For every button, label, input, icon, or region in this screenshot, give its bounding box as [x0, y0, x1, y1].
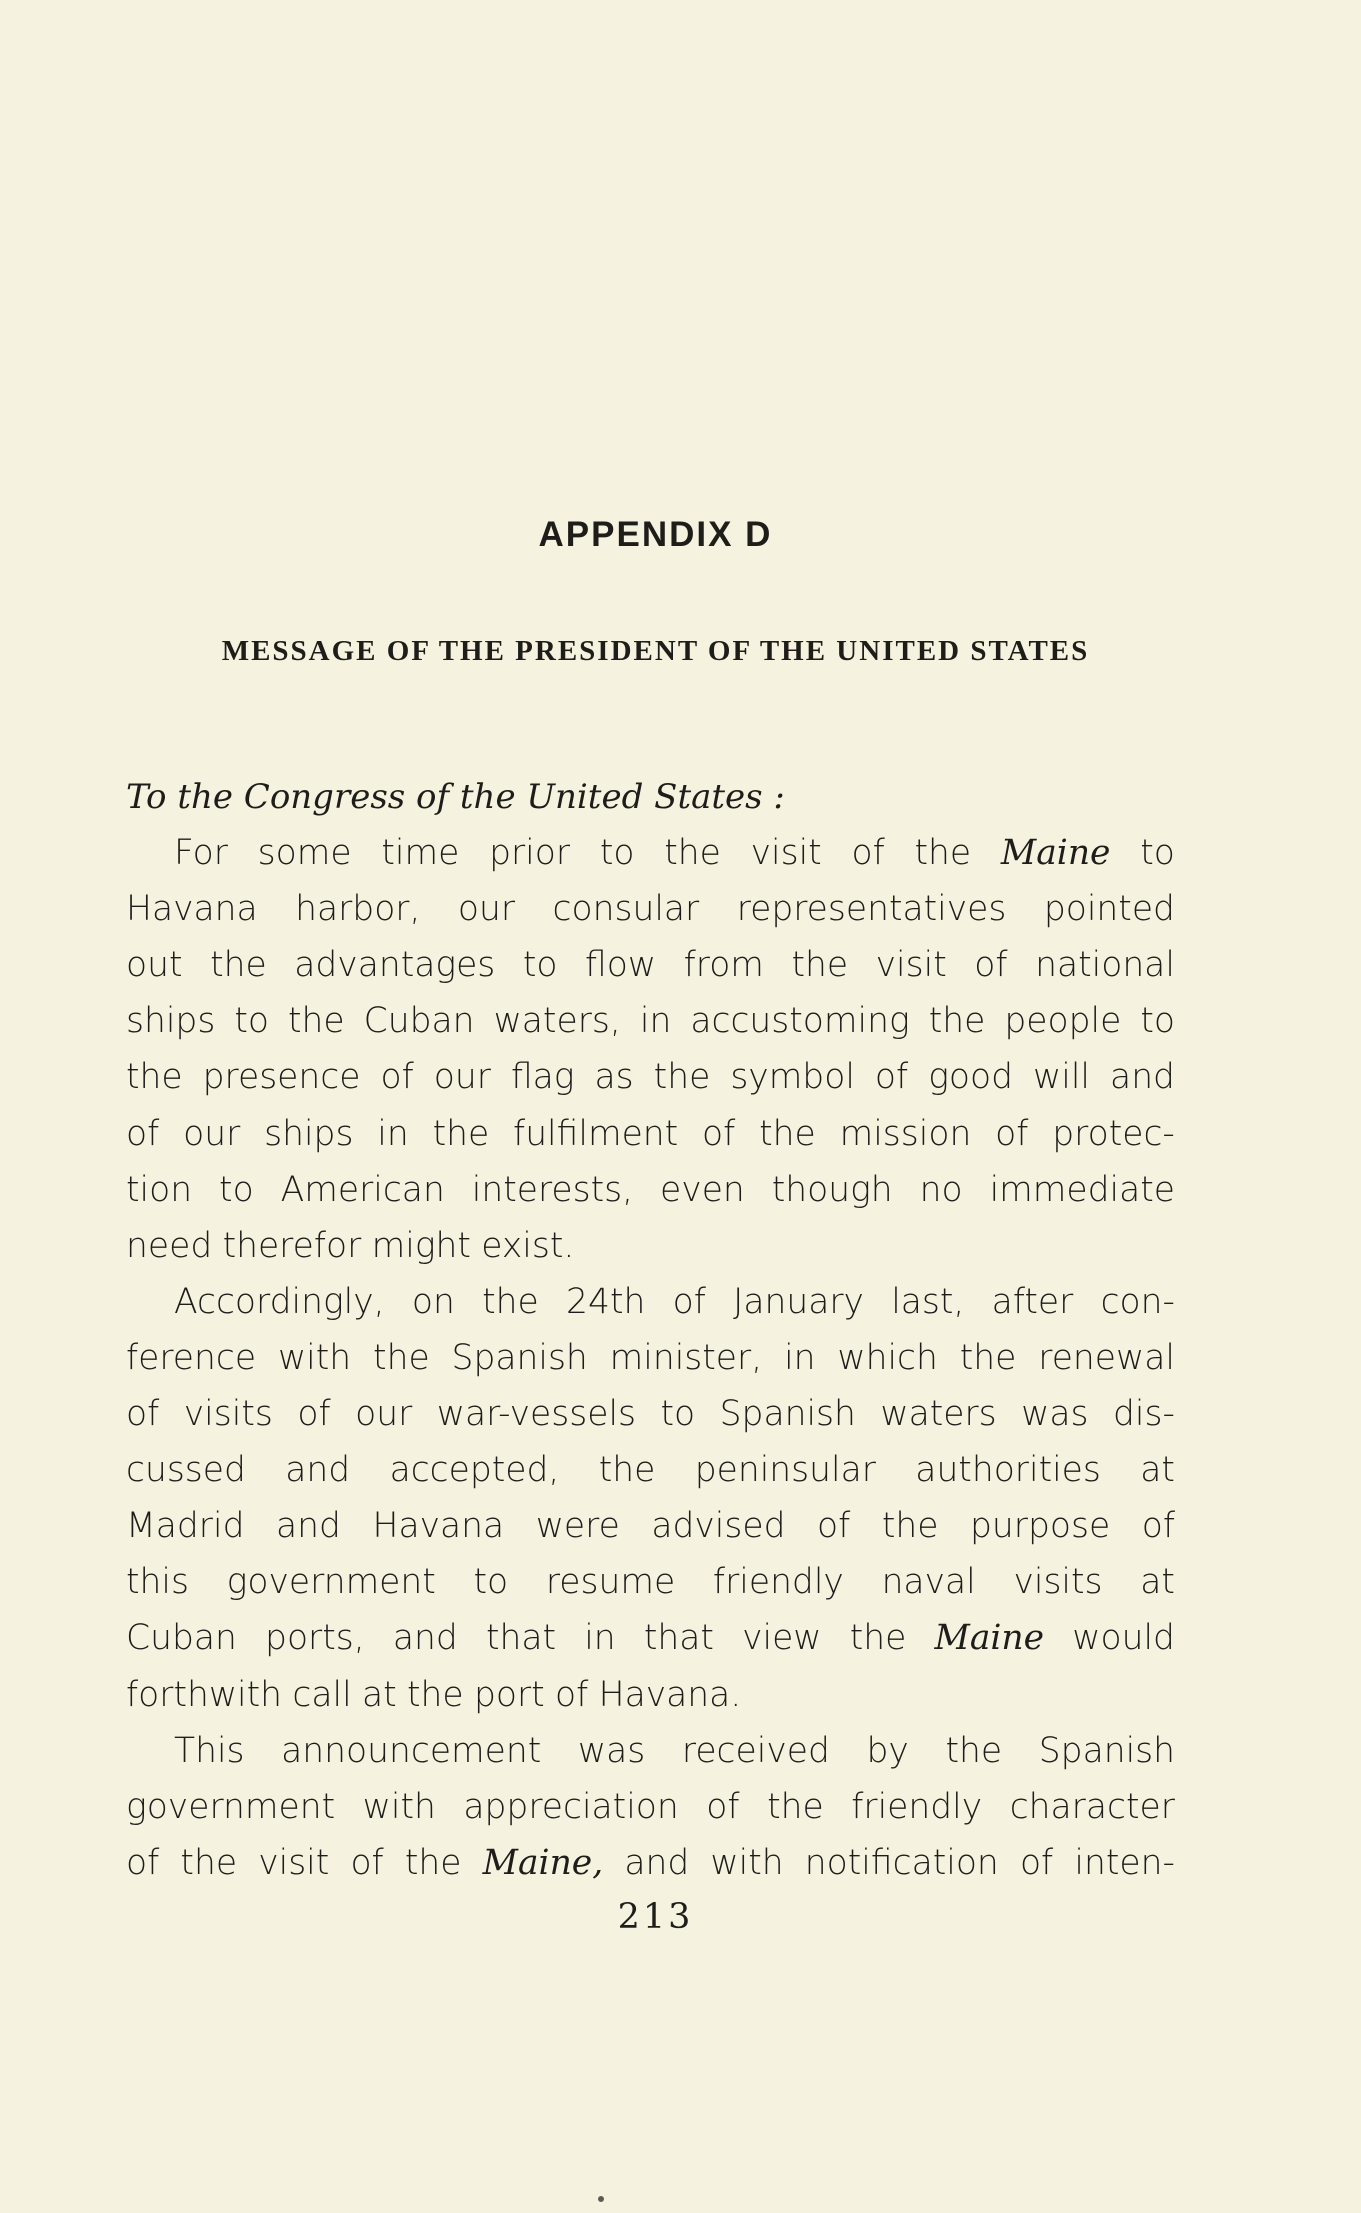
word: the	[404, 1842, 462, 1883]
word: of	[702, 1113, 736, 1154]
word: Cuban	[126, 1618, 237, 1659]
word: no	[919, 1169, 963, 1210]
word: Accordingly,	[174, 1281, 385, 1322]
word: visits	[1013, 1562, 1103, 1603]
word: flow	[585, 945, 657, 986]
word: at	[1140, 1562, 1175, 1603]
word: and	[1110, 1057, 1175, 1098]
word: the	[653, 1057, 711, 1098]
text-line	[126, 1667, 1175, 1723]
body-text	[126, 769, 1175, 1891]
word: the	[664, 833, 721, 874]
word: of	[851, 833, 885, 874]
word: cussed	[126, 1450, 246, 1491]
word: to	[473, 1562, 509, 1603]
word: dis-	[1113, 1394, 1175, 1435]
word: of	[555, 1674, 589, 1715]
word: of	[706, 1786, 740, 1827]
word: port	[473, 1674, 545, 1715]
word: This	[174, 1730, 245, 1771]
page-number: 213	[617, 1897, 694, 1937]
word: harbor,	[295, 889, 421, 930]
text-line	[126, 937, 1175, 993]
word: of	[126, 1842, 160, 1883]
word: our	[433, 1057, 491, 1098]
word: ference	[126, 1337, 257, 1378]
word: the	[373, 1337, 430, 1378]
word: of	[995, 1113, 1029, 1154]
word: with	[362, 1786, 436, 1827]
word: forthwith	[126, 1674, 283, 1715]
word: announcement	[281, 1730, 542, 1771]
text-line	[126, 1386, 1175, 1442]
word: waters,	[493, 1001, 621, 1042]
word: will	[1033, 1057, 1091, 1098]
text-line	[126, 1779, 1175, 1835]
word: Cuban	[363, 1001, 475, 1042]
word: peninsular	[694, 1450, 876, 1491]
word: 24th	[566, 1281, 646, 1322]
text-line	[126, 1610, 1175, 1666]
word: flag	[510, 1057, 575, 1098]
word: prior	[489, 833, 571, 874]
word: friendly	[851, 1786, 983, 1827]
word: that	[485, 1618, 557, 1659]
word: from	[683, 945, 764, 986]
word: national	[1035, 945, 1175, 986]
word: the	[945, 1730, 1003, 1771]
word: authorities	[915, 1450, 1101, 1491]
word: of	[350, 1842, 384, 1883]
word: the	[126, 1057, 183, 1098]
paragraph-lines	[126, 825, 1175, 1891]
word: Spanish	[719, 1394, 856, 1435]
word: exist.	[481, 1225, 575, 1266]
word: to	[599, 833, 635, 874]
word: to	[522, 945, 558, 986]
word: with	[710, 1842, 784, 1883]
word: minister,	[609, 1337, 763, 1378]
word: to	[219, 1169, 254, 1210]
word: war-vessels	[436, 1394, 637, 1435]
word: to	[1140, 1001, 1175, 1042]
word: ports,	[265, 1618, 365, 1659]
word: presence	[202, 1057, 361, 1098]
word: friendly	[712, 1562, 844, 1603]
word: Havana	[126, 889, 258, 930]
word: was	[1021, 1394, 1089, 1435]
word: the	[210, 945, 267, 986]
word: Spanish	[1038, 1730, 1175, 1771]
word: Havana.	[598, 1674, 742, 1715]
word: time	[381, 833, 460, 874]
text-line	[126, 1723, 1175, 1779]
word: the	[432, 1113, 490, 1154]
text-line	[126, 993, 1175, 1049]
word: and	[285, 1450, 351, 1491]
word: the	[598, 1450, 656, 1491]
word: to	[1140, 833, 1175, 874]
word: after	[991, 1281, 1074, 1322]
text-line	[126, 1835, 1175, 1891]
word: and	[276, 1506, 341, 1547]
word: even	[660, 1169, 745, 1210]
word: would	[1072, 1618, 1175, 1659]
word: the	[791, 945, 849, 986]
word: the	[407, 1674, 464, 1715]
word: the	[759, 1113, 816, 1154]
word: some	[257, 833, 352, 874]
appendix-title: APPENDIX D	[538, 515, 773, 554]
word: of	[1019, 1842, 1054, 1883]
text-line	[126, 1442, 1175, 1498]
word: in	[639, 1001, 672, 1042]
word: visit	[750, 833, 822, 874]
word: renewal	[1038, 1337, 1175, 1378]
word: advised	[651, 1506, 786, 1547]
salutation: To the Congress of the United States :	[126, 777, 785, 817]
word: on	[411, 1281, 455, 1322]
word: fulfilment	[513, 1113, 679, 1154]
word: appreciation	[463, 1786, 679, 1827]
word: of	[974, 945, 1008, 986]
word: the	[959, 1337, 1017, 1378]
word: was	[577, 1730, 646, 1771]
text-line	[126, 1274, 1175, 1330]
word: call	[292, 1674, 352, 1715]
text-line	[126, 1554, 1175, 1610]
word: character	[1009, 1786, 1175, 1827]
word: the	[849, 1618, 907, 1659]
word: of	[817, 1506, 851, 1547]
word: the	[914, 833, 972, 874]
word: January	[733, 1281, 864, 1322]
word: to	[660, 1394, 696, 1435]
word: symbol	[730, 1057, 855, 1098]
word: visits	[183, 1394, 273, 1435]
word: last,	[891, 1281, 965, 1322]
word: government	[126, 1786, 336, 1827]
text-line	[126, 1049, 1175, 1105]
word: the	[767, 1786, 824, 1827]
word: which	[837, 1337, 938, 1378]
word: our	[183, 1113, 241, 1154]
word: visit	[875, 945, 947, 986]
word: the	[288, 1001, 345, 1042]
message-heading: MESSAGE OF THE PRESIDENT OF THE UNITED STATES	[221, 635, 1090, 667]
word: of	[126, 1113, 160, 1154]
word: advantages	[294, 945, 496, 986]
word: For	[174, 833, 228, 874]
word: to	[234, 1001, 269, 1042]
word: of	[672, 1281, 706, 1322]
word: accepted,	[389, 1450, 560, 1491]
word: accustoming	[690, 1001, 910, 1042]
word: purpose	[970, 1506, 1111, 1547]
word: mission	[839, 1113, 972, 1154]
word: representatives	[736, 889, 1007, 930]
word: were	[535, 1506, 620, 1547]
word: this	[126, 1562, 189, 1603]
word: of	[1141, 1506, 1175, 1547]
word: good	[928, 1057, 1014, 1098]
word: the	[482, 1281, 539, 1322]
word: people	[1004, 1001, 1122, 1042]
word: of	[380, 1057, 414, 1098]
text-line	[126, 881, 1175, 937]
word: ships	[264, 1113, 354, 1154]
word: of	[297, 1394, 331, 1435]
word: might	[371, 1225, 471, 1266]
word: in	[584, 1618, 616, 1659]
text-line	[126, 1218, 1175, 1274]
word: Havana	[372, 1506, 505, 1547]
word: notification	[804, 1842, 999, 1883]
text-line	[126, 1330, 1175, 1386]
word: though	[771, 1169, 893, 1210]
word: waters	[880, 1394, 997, 1435]
word: in	[377, 1113, 409, 1154]
word: with	[277, 1337, 352, 1378]
word: Maine	[934, 1618, 1045, 1659]
word: consular	[552, 889, 700, 930]
word: resume	[545, 1562, 676, 1603]
word: visit	[258, 1842, 330, 1883]
word: naval	[881, 1562, 976, 1603]
word: Madrid	[126, 1506, 245, 1547]
word: and	[624, 1842, 690, 1883]
word: ships	[126, 1001, 216, 1042]
word: government	[226, 1562, 436, 1603]
word: need	[126, 1225, 213, 1266]
word: inten-	[1074, 1842, 1175, 1883]
word: the	[881, 1506, 939, 1547]
word: Spanish	[451, 1337, 588, 1378]
word: out	[126, 945, 183, 986]
word: protec-	[1052, 1113, 1175, 1154]
word: at	[362, 1674, 397, 1715]
word: in	[784, 1337, 816, 1378]
text-line	[126, 1162, 1175, 1218]
word: of	[126, 1394, 160, 1435]
word: therefor	[222, 1225, 362, 1266]
word: con-	[1100, 1281, 1175, 1322]
word: Maine,	[482, 1842, 604, 1883]
word: pointed	[1043, 889, 1175, 930]
word: American	[280, 1169, 445, 1210]
text-line	[126, 1498, 1175, 1554]
text-line	[126, 825, 1175, 881]
text-line	[126, 1106, 1175, 1162]
word: that	[643, 1618, 714, 1659]
word: the	[928, 1001, 986, 1042]
print-speck	[598, 2196, 604, 2202]
word: view	[742, 1618, 822, 1659]
word: received	[681, 1730, 830, 1771]
word: immediate	[989, 1169, 1175, 1210]
word: by	[866, 1730, 909, 1771]
word: and	[392, 1618, 458, 1659]
word: our	[457, 889, 516, 930]
word: our	[355, 1394, 413, 1435]
word: tion	[126, 1169, 193, 1210]
word: interests,	[471, 1169, 634, 1210]
word: as	[594, 1057, 634, 1098]
word: the	[180, 1842, 238, 1883]
word: Maine	[1000, 833, 1111, 874]
word: of	[874, 1057, 909, 1098]
word: at	[1140, 1450, 1175, 1491]
